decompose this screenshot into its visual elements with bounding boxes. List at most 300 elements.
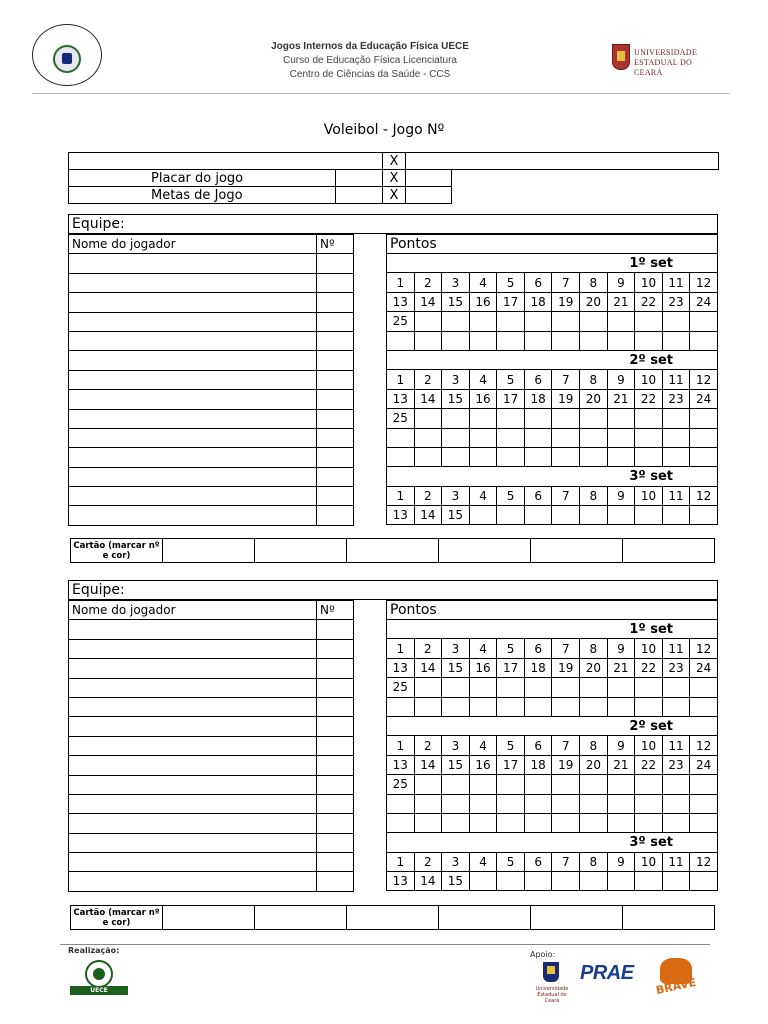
card-cell[interactable] <box>255 539 347 563</box>
card-cell[interactable] <box>531 539 623 563</box>
point-cell[interactable] <box>662 678 690 697</box>
player-name-cell[interactable] <box>69 293 317 312</box>
point-cell[interactable]: 15 <box>442 658 470 677</box>
player-name-cell[interactable] <box>69 736 317 755</box>
point-cell[interactable]: 9 <box>607 852 635 871</box>
point-cell[interactable]: 22 <box>635 755 663 774</box>
point-cell[interactable] <box>442 775 470 794</box>
point-cell[interactable] <box>387 697 415 716</box>
point-cell[interactable] <box>662 775 690 794</box>
point-cell[interactable] <box>387 428 415 447</box>
point-cell[interactable] <box>552 775 580 794</box>
point-cell[interactable] <box>469 678 497 697</box>
point-cell[interactable]: 22 <box>635 658 663 677</box>
point-cell[interactable]: 10 <box>635 370 663 389</box>
card-cell[interactable] <box>347 539 439 563</box>
point-cell[interactable]: 3 <box>442 736 470 755</box>
point-cell[interactable]: 12 <box>690 370 718 389</box>
card-cell[interactable] <box>623 906 715 930</box>
point-cell[interactable] <box>607 775 635 794</box>
point-cell[interactable] <box>607 697 635 716</box>
point-cell[interactable]: 1 <box>387 273 415 292</box>
point-cell[interactable]: 3 <box>442 639 470 658</box>
point-cell[interactable] <box>524 872 552 891</box>
point-cell[interactable] <box>524 794 552 813</box>
point-cell[interactable] <box>607 312 635 331</box>
point-cell[interactable]: 23 <box>662 755 690 774</box>
point-cell[interactable] <box>414 775 442 794</box>
point-cell[interactable] <box>662 428 690 447</box>
point-cell[interactable] <box>469 775 497 794</box>
point-cell[interactable] <box>497 409 525 428</box>
point-cell[interactable]: 8 <box>580 273 608 292</box>
point-cell[interactable] <box>442 697 470 716</box>
point-cell[interactable] <box>580 428 608 447</box>
player-name-cell[interactable] <box>69 273 317 292</box>
point-cell[interactable] <box>387 447 415 466</box>
point-cell[interactable]: 3 <box>442 486 470 505</box>
point-cell[interactable]: 5 <box>497 852 525 871</box>
point-cell[interactable]: 16 <box>469 292 497 311</box>
point-cell[interactable] <box>552 697 580 716</box>
point-cell[interactable]: 19 <box>552 658 580 677</box>
player-name-cell[interactable] <box>69 390 317 409</box>
point-cell[interactable] <box>580 312 608 331</box>
point-cell[interactable]: 23 <box>662 292 690 311</box>
point-cell[interactable]: 21 <box>607 389 635 408</box>
point-cell[interactable] <box>580 813 608 832</box>
point-cell[interactable]: 7 <box>552 852 580 871</box>
point-cell[interactable] <box>524 312 552 331</box>
point-cell[interactable]: 12 <box>690 486 718 505</box>
point-cell[interactable] <box>469 506 497 525</box>
point-cell[interactable]: 1 <box>387 639 415 658</box>
point-cell[interactable] <box>469 872 497 891</box>
point-cell[interactable] <box>635 428 663 447</box>
player-name-cell[interactable] <box>69 467 317 486</box>
point-cell[interactable] <box>635 775 663 794</box>
player-name-cell[interactable] <box>69 487 317 506</box>
point-cell[interactable]: 19 <box>552 389 580 408</box>
point-cell[interactable] <box>469 331 497 350</box>
player-number-cell[interactable] <box>317 872 354 891</box>
point-cell[interactable] <box>607 794 635 813</box>
player-name-cell[interactable] <box>69 756 317 775</box>
point-cell[interactable] <box>497 331 525 350</box>
point-cell[interactable] <box>387 794 415 813</box>
point-cell[interactable]: 11 <box>662 639 690 658</box>
card-cell[interactable] <box>347 906 439 930</box>
point-cell[interactable]: 11 <box>662 852 690 871</box>
point-cell[interactable]: 9 <box>607 486 635 505</box>
point-cell[interactable] <box>552 331 580 350</box>
player-number-cell[interactable] <box>317 428 354 447</box>
point-cell[interactable] <box>497 872 525 891</box>
point-cell[interactable] <box>414 409 442 428</box>
point-cell[interactable]: 23 <box>662 389 690 408</box>
point-cell[interactable] <box>690 813 718 832</box>
player-number-cell[interactable] <box>317 254 354 273</box>
player-number-cell[interactable] <box>317 487 354 506</box>
point-cell[interactable]: 25 <box>387 312 415 331</box>
point-cell[interactable] <box>442 794 470 813</box>
point-cell[interactable]: 2 <box>414 639 442 658</box>
player-name-cell[interactable] <box>69 620 317 639</box>
point-cell[interactable] <box>469 794 497 813</box>
point-cell[interactable] <box>524 447 552 466</box>
point-cell[interactable]: 13 <box>387 506 415 525</box>
point-cell[interactable]: 11 <box>662 486 690 505</box>
point-cell[interactable] <box>662 872 690 891</box>
point-cell[interactable]: 12 <box>690 273 718 292</box>
point-cell[interactable] <box>635 678 663 697</box>
player-name-cell[interactable] <box>69 833 317 852</box>
player-number-cell[interactable] <box>317 312 354 331</box>
point-cell[interactable] <box>690 506 718 525</box>
point-cell[interactable]: 2 <box>414 736 442 755</box>
point-cell[interactable]: 13 <box>387 389 415 408</box>
point-cell[interactable] <box>690 775 718 794</box>
player-number-cell[interactable] <box>317 351 354 370</box>
player-name-cell[interactable] <box>69 697 317 716</box>
team-b-name-cell[interactable] <box>406 153 719 170</box>
point-cell[interactable]: 14 <box>414 658 442 677</box>
point-cell[interactable]: 15 <box>442 755 470 774</box>
point-cell[interactable]: 1 <box>387 370 415 389</box>
point-cell[interactable] <box>690 697 718 716</box>
point-cell[interactable] <box>607 813 635 832</box>
point-cell[interactable] <box>580 794 608 813</box>
point-cell[interactable] <box>580 697 608 716</box>
point-cell[interactable] <box>635 409 663 428</box>
point-cell[interactable] <box>690 794 718 813</box>
point-cell[interactable]: 8 <box>580 370 608 389</box>
point-cell[interactable]: 5 <box>497 370 525 389</box>
point-cell[interactable]: 12 <box>690 852 718 871</box>
point-cell[interactable] <box>690 409 718 428</box>
point-cell[interactable]: 1 <box>387 852 415 871</box>
point-cell[interactable]: 1 <box>387 486 415 505</box>
point-cell[interactable]: 1 <box>387 736 415 755</box>
point-cell[interactable] <box>414 312 442 331</box>
point-cell[interactable] <box>580 506 608 525</box>
point-cell[interactable] <box>690 678 718 697</box>
point-cell[interactable]: 3 <box>442 370 470 389</box>
point-cell[interactable] <box>442 678 470 697</box>
player-number-cell[interactable] <box>317 775 354 794</box>
player-number-cell[interactable] <box>317 293 354 312</box>
point-cell[interactable]: 17 <box>497 292 525 311</box>
point-cell[interactable] <box>607 872 635 891</box>
player-name-cell[interactable] <box>69 678 317 697</box>
point-cell[interactable] <box>552 312 580 331</box>
point-cell[interactable] <box>690 447 718 466</box>
point-cell[interactable]: 14 <box>414 872 442 891</box>
point-cell[interactable] <box>635 447 663 466</box>
point-cell[interactable]: 9 <box>607 273 635 292</box>
point-cell[interactable]: 18 <box>524 658 552 677</box>
point-cell[interactable] <box>552 872 580 891</box>
player-number-cell[interactable] <box>317 814 354 833</box>
point-cell[interactable]: 10 <box>635 273 663 292</box>
point-cell[interactable] <box>414 428 442 447</box>
point-cell[interactable] <box>524 813 552 832</box>
point-cell[interactable]: 13 <box>387 292 415 311</box>
point-cell[interactable]: 6 <box>524 639 552 658</box>
card-cell[interactable] <box>623 539 715 563</box>
point-cell[interactable] <box>414 794 442 813</box>
point-cell[interactable] <box>662 447 690 466</box>
placar-b-cell[interactable] <box>406 170 452 187</box>
point-cell[interactable] <box>414 697 442 716</box>
point-cell[interactable] <box>497 447 525 466</box>
point-cell[interactable]: 24 <box>690 292 718 311</box>
player-name-cell[interactable] <box>69 506 317 525</box>
point-cell[interactable]: 3 <box>442 852 470 871</box>
point-cell[interactable]: 8 <box>580 486 608 505</box>
point-cell[interactable]: 24 <box>690 658 718 677</box>
player-name-cell[interactable] <box>69 814 317 833</box>
point-cell[interactable]: 18 <box>524 755 552 774</box>
point-cell[interactable]: 10 <box>635 852 663 871</box>
point-cell[interactable]: 22 <box>635 292 663 311</box>
card-cell[interactable] <box>163 906 255 930</box>
point-cell[interactable]: 2 <box>414 273 442 292</box>
point-cell[interactable] <box>442 428 470 447</box>
point-cell[interactable] <box>580 872 608 891</box>
point-cell[interactable] <box>662 331 690 350</box>
point-cell[interactable]: 9 <box>607 639 635 658</box>
point-cell[interactable] <box>524 506 552 525</box>
point-cell[interactable]: 7 <box>552 486 580 505</box>
point-cell[interactable]: 4 <box>469 852 497 871</box>
card-cell[interactable] <box>439 539 531 563</box>
point-cell[interactable]: 3 <box>442 273 470 292</box>
player-name-cell[interactable] <box>69 794 317 813</box>
point-cell[interactable]: 4 <box>469 370 497 389</box>
point-cell[interactable]: 24 <box>690 755 718 774</box>
point-cell[interactable] <box>635 813 663 832</box>
card-cell[interactable] <box>439 906 531 930</box>
player-name-cell[interactable] <box>69 639 317 658</box>
point-cell[interactable]: 24 <box>690 389 718 408</box>
player-number-cell[interactable] <box>317 390 354 409</box>
point-cell[interactable] <box>469 428 497 447</box>
player-name-cell[interactable] <box>69 448 317 467</box>
point-cell[interactable]: 6 <box>524 486 552 505</box>
point-cell[interactable] <box>607 331 635 350</box>
point-cell[interactable] <box>414 678 442 697</box>
player-name-cell[interactable] <box>69 775 317 794</box>
point-cell[interactable]: 9 <box>607 370 635 389</box>
point-cell[interactable]: 7 <box>552 370 580 389</box>
point-cell[interactable]: 21 <box>607 658 635 677</box>
point-cell[interactable] <box>442 312 470 331</box>
player-number-cell[interactable] <box>317 620 354 639</box>
point-cell[interactable]: 17 <box>497 755 525 774</box>
point-cell[interactable] <box>552 409 580 428</box>
point-cell[interactable] <box>524 428 552 447</box>
player-number-cell[interactable] <box>317 833 354 852</box>
point-cell[interactable]: 20 <box>580 755 608 774</box>
point-cell[interactable] <box>524 697 552 716</box>
player-number-cell[interactable] <box>317 467 354 486</box>
point-cell[interactable] <box>442 331 470 350</box>
player-name-cell[interactable] <box>69 331 317 350</box>
point-cell[interactable]: 5 <box>497 736 525 755</box>
point-cell[interactable]: 7 <box>552 273 580 292</box>
point-cell[interactable]: 4 <box>469 736 497 755</box>
point-cell[interactable]: 25 <box>387 775 415 794</box>
point-cell[interactable]: 20 <box>580 292 608 311</box>
point-cell[interactable] <box>662 506 690 525</box>
point-cell[interactable] <box>469 409 497 428</box>
point-cell[interactable]: 11 <box>662 273 690 292</box>
point-cell[interactable]: 10 <box>635 736 663 755</box>
point-cell[interactable]: 5 <box>497 639 525 658</box>
point-cell[interactable]: 25 <box>387 409 415 428</box>
point-cell[interactable]: 8 <box>580 639 608 658</box>
point-cell[interactable]: 10 <box>635 639 663 658</box>
player-name-cell[interactable] <box>69 428 317 447</box>
point-cell[interactable]: 22 <box>635 389 663 408</box>
point-cell[interactable]: 12 <box>690 639 718 658</box>
point-cell[interactable] <box>580 409 608 428</box>
point-cell[interactable]: 7 <box>552 639 580 658</box>
card-cell[interactable] <box>531 906 623 930</box>
point-cell[interactable]: 6 <box>524 273 552 292</box>
player-number-cell[interactable] <box>317 853 354 872</box>
point-cell[interactable]: 4 <box>469 273 497 292</box>
player-number-cell[interactable] <box>317 756 354 775</box>
point-cell[interactable] <box>552 428 580 447</box>
player-number-cell[interactable] <box>317 794 354 813</box>
player-number-cell[interactable] <box>317 448 354 467</box>
point-cell[interactable]: 15 <box>442 872 470 891</box>
player-name-cell[interactable] <box>69 853 317 872</box>
point-cell[interactable]: 7 <box>552 736 580 755</box>
point-cell[interactable] <box>690 331 718 350</box>
player-name-cell[interactable] <box>69 351 317 370</box>
point-cell[interactable]: 8 <box>580 736 608 755</box>
point-cell[interactable] <box>580 447 608 466</box>
point-cell[interactable] <box>635 697 663 716</box>
player-number-cell[interactable] <box>317 506 354 525</box>
point-cell[interactable]: 5 <box>497 273 525 292</box>
point-cell[interactable] <box>607 409 635 428</box>
player-name-cell[interactable] <box>69 872 317 891</box>
point-cell[interactable]: 16 <box>469 389 497 408</box>
point-cell[interactable]: 17 <box>497 389 525 408</box>
point-cell[interactable]: 2 <box>414 486 442 505</box>
point-cell[interactable] <box>442 447 470 466</box>
point-cell[interactable] <box>552 813 580 832</box>
point-cell[interactable] <box>662 312 690 331</box>
player-number-cell[interactable] <box>317 736 354 755</box>
player-name-cell[interactable] <box>69 409 317 428</box>
point-cell[interactable] <box>524 331 552 350</box>
point-cell[interactable]: 18 <box>524 292 552 311</box>
point-cell[interactable]: 14 <box>414 755 442 774</box>
player-number-cell[interactable] <box>317 717 354 736</box>
point-cell[interactable] <box>580 331 608 350</box>
point-cell[interactable] <box>607 447 635 466</box>
point-cell[interactable]: 2 <box>414 852 442 871</box>
point-cell[interactable] <box>690 428 718 447</box>
point-cell[interactable] <box>607 428 635 447</box>
point-cell[interactable] <box>524 678 552 697</box>
point-cell[interactable] <box>552 447 580 466</box>
player-number-cell[interactable] <box>317 639 354 658</box>
point-cell[interactable] <box>635 506 663 525</box>
metas-a-cell[interactable] <box>336 187 383 204</box>
point-cell[interactable]: 15 <box>442 292 470 311</box>
point-cell[interactable]: 6 <box>524 370 552 389</box>
point-cell[interactable] <box>469 447 497 466</box>
point-cell[interactable] <box>414 813 442 832</box>
point-cell[interactable] <box>524 775 552 794</box>
point-cell[interactable]: 23 <box>662 658 690 677</box>
point-cell[interactable]: 11 <box>662 736 690 755</box>
point-cell[interactable]: 2 <box>414 370 442 389</box>
point-cell[interactable]: 4 <box>469 486 497 505</box>
point-cell[interactable] <box>690 312 718 331</box>
point-cell[interactable]: 6 <box>524 736 552 755</box>
point-cell[interactable] <box>497 506 525 525</box>
point-cell[interactable] <box>635 312 663 331</box>
point-cell[interactable] <box>497 794 525 813</box>
point-cell[interactable]: 11 <box>662 370 690 389</box>
point-cell[interactable]: 9 <box>607 736 635 755</box>
card-cell[interactable] <box>163 539 255 563</box>
point-cell[interactable] <box>497 428 525 447</box>
player-number-cell[interactable] <box>317 678 354 697</box>
point-cell[interactable] <box>635 872 663 891</box>
point-cell[interactable] <box>497 813 525 832</box>
point-cell[interactable] <box>387 813 415 832</box>
point-cell[interactable]: 15 <box>442 506 470 525</box>
point-cell[interactable] <box>442 409 470 428</box>
point-cell[interactable]: 4 <box>469 639 497 658</box>
point-cell[interactable] <box>662 794 690 813</box>
point-cell[interactable] <box>662 409 690 428</box>
point-cell[interactable] <box>662 697 690 716</box>
point-cell[interactable]: 19 <box>552 755 580 774</box>
point-cell[interactable] <box>414 447 442 466</box>
point-cell[interactable] <box>497 697 525 716</box>
point-cell[interactable] <box>635 331 663 350</box>
point-cell[interactable]: 13 <box>387 755 415 774</box>
point-cell[interactable]: 14 <box>414 389 442 408</box>
player-name-cell[interactable] <box>69 312 317 331</box>
point-cell[interactable]: 13 <box>387 872 415 891</box>
metas-b-cell[interactable] <box>406 187 452 204</box>
point-cell[interactable]: 10 <box>635 486 663 505</box>
team-a-name-cell[interactable] <box>69 153 383 170</box>
point-cell[interactable]: 20 <box>580 658 608 677</box>
point-cell[interactable] <box>497 312 525 331</box>
point-cell[interactable]: 19 <box>552 292 580 311</box>
point-cell[interactable]: 14 <box>414 506 442 525</box>
point-cell[interactable]: 21 <box>607 292 635 311</box>
point-cell[interactable]: 6 <box>524 852 552 871</box>
point-cell[interactable]: 15 <box>442 389 470 408</box>
point-cell[interactable] <box>552 794 580 813</box>
player-number-cell[interactable] <box>317 659 354 678</box>
point-cell[interactable]: 16 <box>469 755 497 774</box>
point-cell[interactable]: 14 <box>414 292 442 311</box>
point-cell[interactable] <box>607 506 635 525</box>
